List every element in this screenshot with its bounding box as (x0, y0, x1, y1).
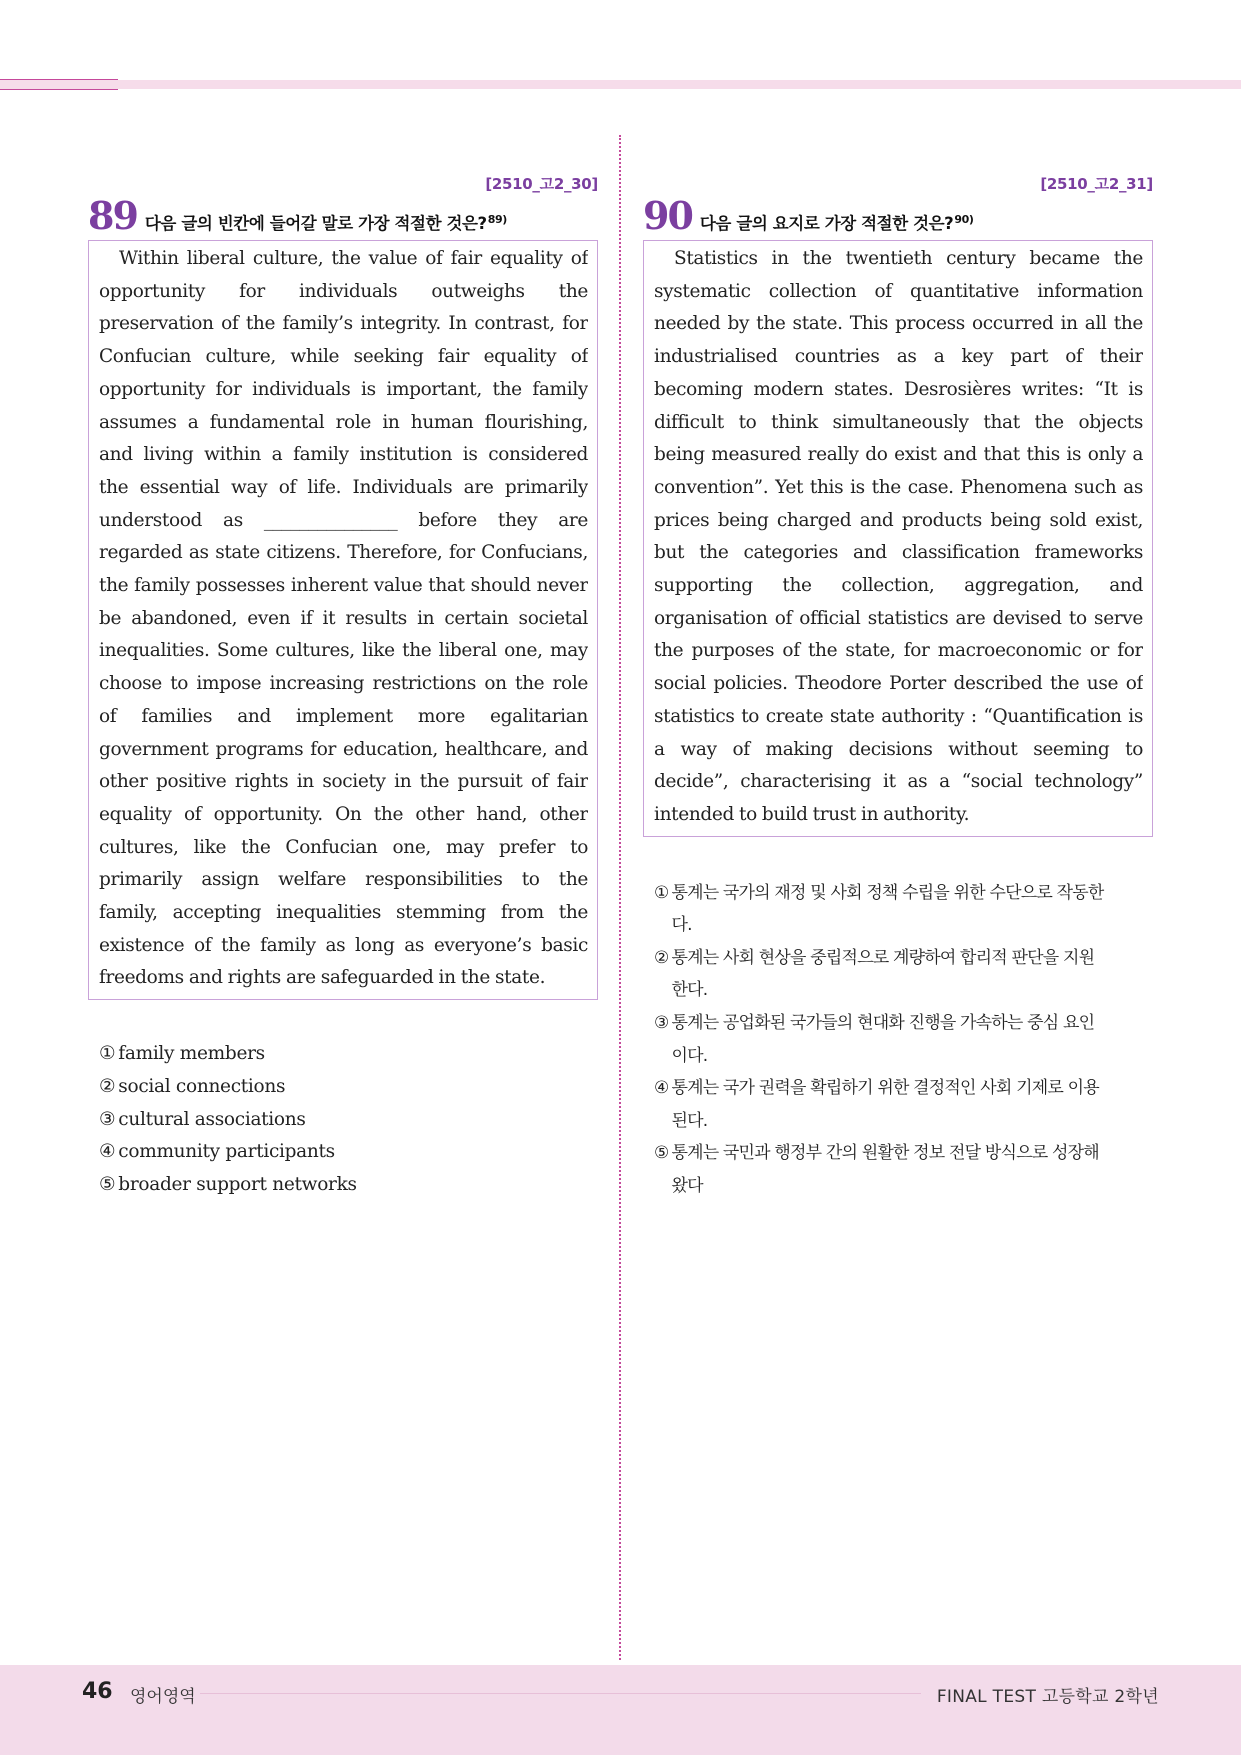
passage-line: Confucian culture, while seeking fair equality of (99, 346, 588, 368)
passage-line: needed by the state. This process occurred in all the (654, 313, 1143, 335)
passage-line: intended to build trust in authority. (654, 803, 970, 825)
passage-line: preservation of the family’s integrity. In contrast, for (99, 313, 588, 335)
passage-line: assumes a fundamental role in human flourishing, (99, 411, 588, 433)
passage-line: prices being charged and products being sold exist, (654, 509, 1143, 531)
passage-line: but the categories and classification frameworks (654, 542, 1143, 564)
passage-line: Statistics in the twentieth century became the (674, 248, 1143, 269)
answer-choices (88, 1038, 598, 1202)
passage-line: cultures, like the Confucian one, may prefer to (99, 836, 588, 858)
choice-number: ③ (654, 1013, 669, 1034)
passage-line: industrialised countries as a key part of their (654, 346, 1143, 368)
passage-line: decide”, characterising it as a “social technology” (654, 771, 1143, 793)
choice-text-line: 통계는 국가의 재정 및 사회 정책 수립을 위한 수단으로 작동한 (671, 882, 1104, 903)
question-prompt-text: 다음 글의 빈칸에 들어갈 말로 가장 적절한 것은? (144, 214, 487, 233)
choice-text-line: 통계는 공업화된 국가들의 현대화 진행을 가속하는 중심 요인 (671, 1013, 1095, 1034)
choice-number: ④ (99, 1141, 116, 1163)
choice-number: ⑤ (654, 1143, 669, 1164)
passage-line: opportunity for individuals is important, the family (99, 378, 588, 400)
choice-text (671, 877, 1146, 942)
passage-line: the family possesses inherent value that should never (99, 575, 588, 597)
passage-line: freedoms and rights are safeguarded in the state. (99, 967, 546, 989)
passage-line: being measured really do exist and that this is only a (654, 444, 1143, 466)
answer-choice[interactable] (654, 877, 1153, 942)
question-header (88, 193, 598, 238)
passage-line: opportunity for individuals outweighs the (99, 280, 588, 302)
passage-line: inequalities. Some cultures, like the liberal one, may (99, 640, 588, 662)
passage-line: statistics to create state authority : “Quantification is (654, 705, 1143, 727)
header-bar (0, 80, 1241, 89)
choice-text-line: 통계는 사회 현상을 중립적으로 계량하여 합리적 판단을 지원 (671, 947, 1095, 968)
question-source-tag: [2510_고2_30] (485, 175, 598, 193)
passage-line: Within liberal culture, the value of fair equality of (119, 248, 588, 269)
choice-text-line: 이다. (671, 1045, 708, 1066)
passage-line: the purposes of the state, for macroeconomic or for (654, 640, 1143, 662)
passage-line: choose to impose increasing restrictions on the role (99, 673, 588, 695)
answer-choice[interactable] (99, 1104, 598, 1137)
question-source-tag: [2510_고2_31] (1040, 175, 1153, 193)
choice-text (671, 1007, 1146, 1072)
passage-line: primarily assign welfare responsibilities to the (99, 869, 588, 891)
footnote-mark: 89) (487, 212, 507, 226)
passage-line: and living within a family institution is considered (99, 444, 588, 466)
choice-number: ③ (99, 1108, 116, 1130)
choice-number: ② (99, 1075, 116, 1097)
passage-line: the essential way of life. Individuals are primarily (99, 476, 588, 498)
passage-line: social policies. Theodore Porter described the use of (654, 673, 1143, 695)
passage-box (643, 240, 1153, 837)
answer-choice[interactable] (654, 942, 1153, 1007)
answer-choice[interactable] (99, 1038, 598, 1071)
question-header (643, 193, 1153, 238)
passage-line: equality of opportunity. On the other hand, other (99, 803, 588, 825)
choice-text (671, 1137, 1146, 1202)
passage-line: organisation of official statistics are devised to serve (654, 607, 1143, 629)
choice-number: ② (654, 947, 669, 968)
choice-number: ④ (654, 1078, 669, 1099)
answer-choices (643, 877, 1153, 1203)
choice-text (671, 1072, 1146, 1137)
question-prompt (700, 210, 974, 234)
passage-line: convention”. Yet this is the case. Phenomena such as (654, 476, 1143, 498)
passage-line: government programs for education, healthcare, and (99, 738, 588, 760)
choice-number: ① (654, 882, 669, 903)
passage-line: understood as _______________ before they are (99, 509, 588, 531)
section-name: 영어영역 (130, 1687, 196, 1707)
footnote-mark: 90) (954, 212, 974, 226)
question-90 (643, 172, 1153, 1203)
passage-line: becoming modern states. Desrosières writes: “It is (654, 378, 1143, 400)
question-prompt-text: 다음 글의 요지로 가장 적절한 것은? (699, 214, 954, 233)
choice-text: community participants (118, 1141, 335, 1163)
passage-line: systematic collection of quantitative information (654, 280, 1143, 302)
passage-line: a way of making decisions without seeming to (654, 738, 1143, 760)
page-footer (0, 1665, 1241, 1755)
choice-text-line: 왔다 (671, 1176, 703, 1196)
column-divider (619, 135, 621, 1660)
passage-line: of families and implement more egalitarian (99, 705, 588, 727)
choice-text (671, 942, 1146, 1007)
passage-line: existence of the family as long as everyone’s basic (99, 934, 588, 956)
answer-choice[interactable] (654, 1007, 1153, 1072)
question-89 (88, 172, 598, 1202)
choice-text: broader support networks (118, 1173, 357, 1195)
choice-text-line: 다. (671, 915, 692, 936)
footer-rule (200, 1693, 921, 1694)
answer-choice[interactable] (99, 1136, 598, 1169)
choice-text: cultural associations (118, 1108, 306, 1130)
choice-text: social connections (118, 1075, 286, 1097)
passage-line: regarded as state citizens. Therefore, for Confucians, (99, 542, 588, 564)
choice-number: ⑤ (99, 1173, 116, 1195)
question-number: 90 (643, 193, 692, 238)
choice-number: ① (99, 1043, 116, 1065)
question-prompt (145, 210, 507, 234)
passage-line: difficult to think simultaneously that the objects (654, 411, 1143, 433)
passage-line: other positive rights in society in the pursuit of fair (99, 771, 588, 793)
answer-choice[interactable] (654, 1072, 1153, 1137)
choice-text-line: 한다. (671, 980, 708, 1001)
question-number: 89 (88, 193, 137, 238)
answer-choice[interactable] (654, 1137, 1153, 1202)
choice-text: family members (118, 1043, 265, 1065)
choice-text-line: 통계는 국가 권력을 확립하기 위한 결정적인 사회 기제로 이용 (671, 1078, 1099, 1099)
passage-line: supporting the collection, aggregation, and (654, 575, 1143, 597)
passage-box (88, 240, 598, 1000)
test-title: FINAL TEST 고등학교 2학년 (936, 1687, 1159, 1707)
page-number: 46 (82, 1679, 113, 1704)
passage-line: family, accepting inequalities stemming from the (99, 902, 588, 924)
answer-choice[interactable] (99, 1169, 598, 1202)
passage-line: be abandoned, even if it results in certain societal (99, 607, 588, 629)
answer-choice[interactable] (99, 1071, 598, 1104)
choice-text-line: 된다. (671, 1110, 708, 1131)
choice-text-line: 통계는 국민과 행정부 간의 원활한 정보 전달 방식으로 성장해 (671, 1143, 1099, 1164)
